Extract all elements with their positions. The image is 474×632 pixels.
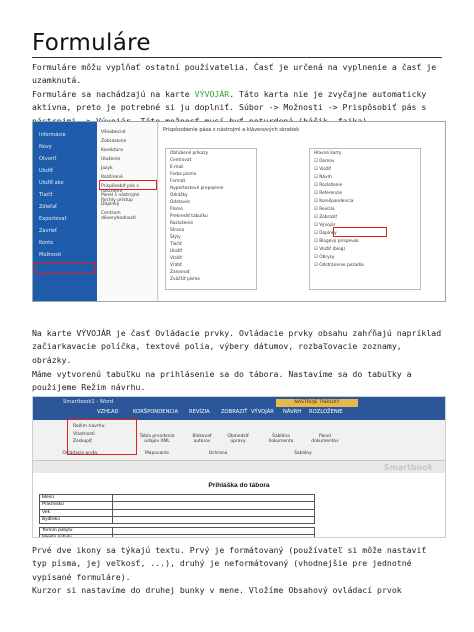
sidebar-item[interactable]: Uložiť ako	[39, 180, 64, 186]
templates-group-label: Šablóny	[294, 451, 312, 456]
ribbon-tab-item[interactable]: ☑ Referencie	[314, 191, 343, 196]
paragraph-table: Máme vytvorenú tabuľku na prihlásenie sa do tábora. Nastavíme sa do tabuľky a použijeme Režim návrhu.	[32, 369, 417, 393]
table-row	[40, 516, 315, 523]
row-label: Termín pobytu	[40, 528, 113, 535]
block-authors-button[interactable]: Blokovať autorov	[192, 434, 212, 444]
ribbon-tab-item[interactable]: ☑ Vložiť	[314, 167, 332, 172]
ribbon-tab[interactable]: ZOBRAZIŤ	[221, 409, 248, 415]
input-cell[interactable]	[113, 528, 315, 535]
ribbon-tab-item[interactable]: ☑ Obrysy	[314, 255, 335, 260]
options-menu-item[interactable]: Centrum dôveryhodnosti	[101, 211, 136, 221]
command-item[interactable]: Vrátiť	[170, 263, 182, 268]
ribbon-tab-item[interactable]: ☑ Revízia	[314, 207, 335, 212]
mapping-group-label: Mapovanie	[145, 451, 169, 456]
ribbon-tab-item[interactable]: ☑ Vývojár	[314, 223, 336, 228]
command-item[interactable]: Zarovnať	[170, 270, 190, 275]
sidebar-item[interactable]: Možnosti	[39, 252, 62, 258]
table-row	[40, 535, 315, 538]
table-row	[40, 509, 315, 516]
sidebar-item[interactable]: Otvoriť	[39, 156, 57, 162]
commands-list	[165, 148, 257, 290]
highlight-customize-ribbon	[99, 180, 157, 194]
ribbon-tab-item[interactable]: ☑ Domov	[314, 159, 335, 164]
group-button[interactable]: Zoskupiť	[73, 439, 92, 444]
main-tabs-list	[309, 148, 421, 290]
command-item[interactable]: Odstavec	[170, 200, 191, 205]
sidebar-item[interactable]: Zdieľať	[39, 204, 57, 210]
options-menu-item[interactable]: Všeobecné	[101, 130, 126, 135]
options-menu-item[interactable]: Korektúra	[101, 148, 123, 153]
sidebar-item[interactable]: Tlačiť	[39, 192, 53, 198]
properties-button[interactable]: Vlastnosti	[73, 432, 95, 437]
command-item[interactable]: Rozloženie	[170, 221, 193, 226]
sidebar-item[interactable]: Nový	[39, 144, 52, 150]
paragraph-controls: Na karte VÝVOJÁR je časť Ovládacie prvky. Ovládacie prvky obsahu zahŕňajú napríklad začiarkavacie políčka, textové polia, výbery dátumov, rozbaľovacie zoznamy, obrázky.	[32, 328, 447, 365]
options-menu-item[interactable]: Rozšírené	[101, 175, 123, 180]
command-item[interactable]: Formát	[170, 179, 186, 184]
ribbon-tab[interactable]: VZHĽAD	[97, 409, 119, 415]
design-mode-button[interactable]: Režim návrhu	[73, 424, 105, 429]
options-menu-item[interactable]: Zobrazenie	[101, 139, 127, 144]
ribbon-tab[interactable]: ROZLOŽENIE	[309, 409, 343, 415]
protect-group-label: Ochrana	[208, 451, 228, 456]
restrict-editing-button[interactable]: Obmedziť úpravy	[227, 434, 249, 444]
sidebar-item[interactable]: Uložiť	[39, 168, 54, 174]
table-row	[40, 528, 315, 535]
ribbon-tab[interactable]: VÝVOJÁR	[251, 409, 274, 415]
sidebar-item[interactable]: Konto	[39, 240, 54, 246]
command-item[interactable]: Farba písma	[170, 172, 197, 177]
command-item[interactable]: Hypertextové prepojenie	[170, 186, 224, 191]
ribbon-tab-item[interactable]: ☑ Doplnky	[314, 231, 337, 236]
command-item[interactable]: Vložiť	[170, 256, 182, 261]
contextual-tab-label: NÁSTROJE TABUĽKY	[276, 399, 358, 407]
options-dialog-screenshot	[32, 121, 446, 302]
command-item[interactable]: Centrovať	[170, 158, 192, 163]
paragraph-developer-tab-after: . Táto karta nie je zvyčajne automaticky aktívna, preto je potrebné si ju doplniť. Súbor -> Možnosti -> Prispôsobiť pás s	[32, 89, 427, 113]
ribbon-tab-item[interactable]: ☑ Návrh	[314, 175, 333, 180]
ribbon-tab-item[interactable]: ☑ Vložiť (blog)	[314, 247, 346, 252]
sidebar-item[interactable]: Informácie	[39, 132, 66, 138]
application-form-table	[39, 494, 315, 538]
page-title: Formuláre	[32, 30, 151, 56]
sidebar-item[interactable]: Zavrieť	[39, 228, 57, 234]
document-panel-button[interactable]: Panel dokumentov	[311, 434, 339, 444]
ribbon-screenshot	[32, 396, 446, 538]
row-label: Priezvisko	[40, 502, 113, 509]
ribbon-tab-item[interactable]: Hlavné karty	[314, 151, 342, 156]
smartbook-watermark: Smartbook	[383, 463, 433, 472]
row-label: Miesto pobytu	[40, 535, 113, 538]
row-label: Meno	[40, 495, 113, 502]
ribbon-tab-item[interactable]: ☑ Blogový príspevok	[314, 239, 359, 244]
ribbon-tab-bar	[33, 397, 445, 420]
command-item[interactable]: Štýly	[170, 235, 181, 240]
ribbon-tab[interactable]: NÁVRH	[283, 409, 302, 415]
document-canvas	[33, 473, 445, 538]
input-cell[interactable]	[113, 509, 315, 516]
ribbon-tab-item[interactable]: ☑ Rozloženie	[314, 183, 343, 188]
command-item[interactable]: Zväčšiť písmo	[170, 277, 200, 282]
app-title: Smartbook1 - Word	[63, 399, 114, 405]
title-underline	[32, 57, 442, 58]
highlight-controls-group	[67, 419, 137, 455]
controls-group-label: Ovládacie prvky	[62, 451, 98, 456]
command-item[interactable]: Tlačiť	[170, 242, 182, 247]
options-menu-item[interactable]: Doplnky	[101, 202, 120, 207]
command-item[interactable]: Uložiť	[170, 249, 183, 254]
highlight-developer-checkbox	[333, 227, 387, 237]
backstage-sidebar	[33, 122, 97, 301]
row-label: Bydlisko	[40, 516, 113, 523]
paragraph-intro: Formuláre môžu vypĺňať ostatní používatelia. Časť je určená na vyplnenie a časť je uzamknutá.	[32, 62, 442, 86]
command-item[interactable]: Prekresliť tabuľku	[170, 214, 208, 219]
paragraph-text-controls: Prvé dve ikony sa týkajú textu. Prvý je formátovaný (používateľ si môže nastaviť typ písma, jej veľkosť, ...), druhý je neformátovaný (vhodnejšie pre jednotné vypísané formuláre). Kurzor si nastavíme do druhej bunky v mene. Vložíme Obsahový ovládací prvok	[32, 545, 427, 596]
row-label: Vek	[40, 509, 113, 516]
ribbon-tab-item[interactable]: ☑ Zobraziť	[314, 215, 338, 220]
command-item[interactable]: Písmo	[170, 207, 183, 212]
input-cell[interactable]	[113, 502, 315, 509]
options-menu-item[interactable]: Jazyk	[101, 166, 113, 171]
command-item[interactable]: Obľúbené príkazy	[170, 151, 209, 156]
paragraph-developer-tab-before: Formuláre sa nachádzajú na karte	[32, 89, 195, 99]
form-title: Prihláška do tábora	[208, 482, 270, 489]
table-row	[40, 495, 315, 502]
ribbon-tab[interactable]: KORŠPONDENCIA	[133, 409, 179, 415]
options-menu-item[interactable]: Uloženie	[101, 157, 121, 162]
developer-highlight: VÝVOJÁR	[194, 89, 230, 99]
table-row	[40, 502, 315, 509]
options-menu-item[interactable]: Panel s nástrojmi Rýchly prístup	[101, 193, 140, 203]
input-cell[interactable]	[113, 535, 315, 538]
customize-ribbon-panel	[159, 122, 445, 301]
ribbon-tab-item[interactable]: ☑ Korešpondencia	[314, 199, 354, 204]
command-item[interactable]: E-mail	[170, 165, 184, 170]
command-item[interactable]: Strana	[170, 228, 185, 233]
ribbon-tab-item[interactable]: ☑ Odstránenie pozadia	[314, 263, 364, 268]
command-item[interactable]: Odrážky	[170, 193, 188, 198]
ribbon-tab[interactable]: REVÍZIA	[189, 409, 210, 415]
xml-mapping-button[interactable]: Tabla prvodenia údajov XML	[139, 434, 175, 444]
options-menu-item[interactable]: Prispôsobiť pás s nástrojmi	[101, 184, 139, 194]
document-template-button[interactable]: Šablóna dokumentu	[268, 434, 294, 444]
highlight-options-item	[35, 262, 95, 273]
input-cell[interactable]	[113, 495, 315, 502]
customize-heading: Prispôsobenie pása s nástrojmi a klávesových skratiek	[163, 127, 300, 133]
input-cell[interactable]	[113, 516, 315, 523]
sidebar-item[interactable]: Exportovať	[39, 216, 67, 222]
options-menu	[97, 122, 158, 301]
